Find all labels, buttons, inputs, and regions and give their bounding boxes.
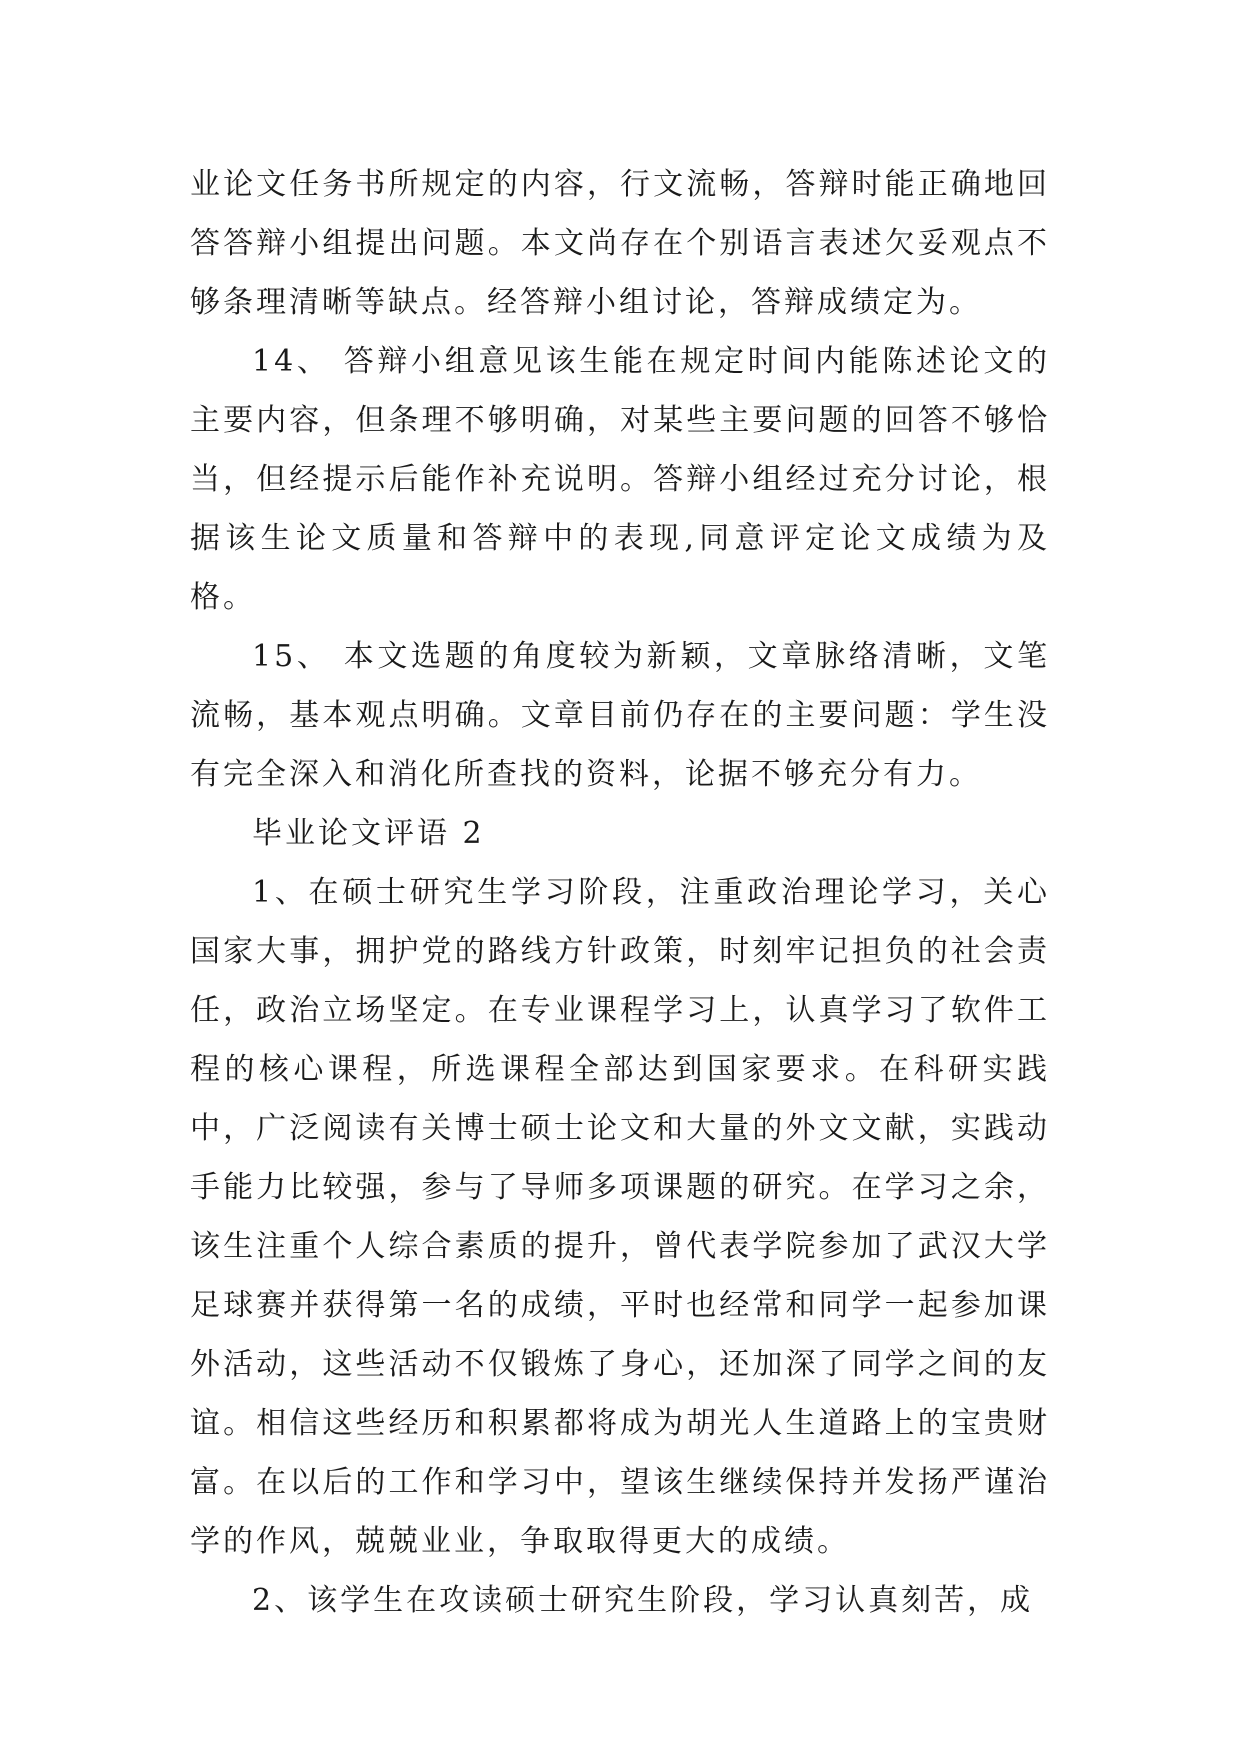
paragraph-item-15: 15、 本文选题的角度较为新颖，文章脉络清晰，文笔流畅，基本观点明确。文章目前仍存在的主要问题：学生没有完全深入和消化所查找的资料，论据不够充分有力。 <box>190 639 1050 792</box>
paragraph-item-1: 1、在硕士研究生学习阶段，注重政治理论学习，关心国家大事，拥护党的路线方针政策，时刻牢记担负的社会责任，政治立场坚定。在专业课程学习上，认真学习了软件工程的核心课程，所选课程全部达到国家要求。在科研实践中，广泛阅读有关博士硕士论文和大量的外文文献，实践动手能力比较强，参与了导师多项课题的研究。在学习之余，该生注重个人综合素质的提升，曾代表学院参加了武汉大学足球赛并获得第一名的成绩，平时也经常和同学一起参加课外活动，这些活动不仅锻炼了身心，还加深了同学之间的友谊。相信这些经历和积累都将成为胡光人生道路上的宝贵财富。在以后的工作和学习中，望该生继续保持并发扬严谨治学的作风，兢兢业业，争取取得更大的成绩。 <box>190 875 1050 1559</box>
document-body <box>190 155 1050 1630</box>
paragraph-continuation: 业论文任务书所规定的内容，行文流畅，答辩时能正确地回答答辩小组提出问题。本文尚存在个别语言表述欠妥观点不够条理清晰等缺点。经答辩小组讨论，答辩成绩定为。 <box>190 167 1050 320</box>
paragraph-item-2: 2、该学生在攻读硕士研究生阶段，学习认真刻苦，成 <box>252 1583 1034 1618</box>
paragraph-item-14: 14、 答辩小组意见该生能在规定时间内能陈述论文的主要内容，但条理不够明确，对某些主要问题的回答不够恰当，但经提示后能作补充说明。答辩小组经过充分讨论，根据该生论文质量和答辩中的表现,同意评定论文成绩为及格。 <box>190 344 1050 615</box>
section-heading: 毕业论文评语 2 <box>252 816 485 851</box>
